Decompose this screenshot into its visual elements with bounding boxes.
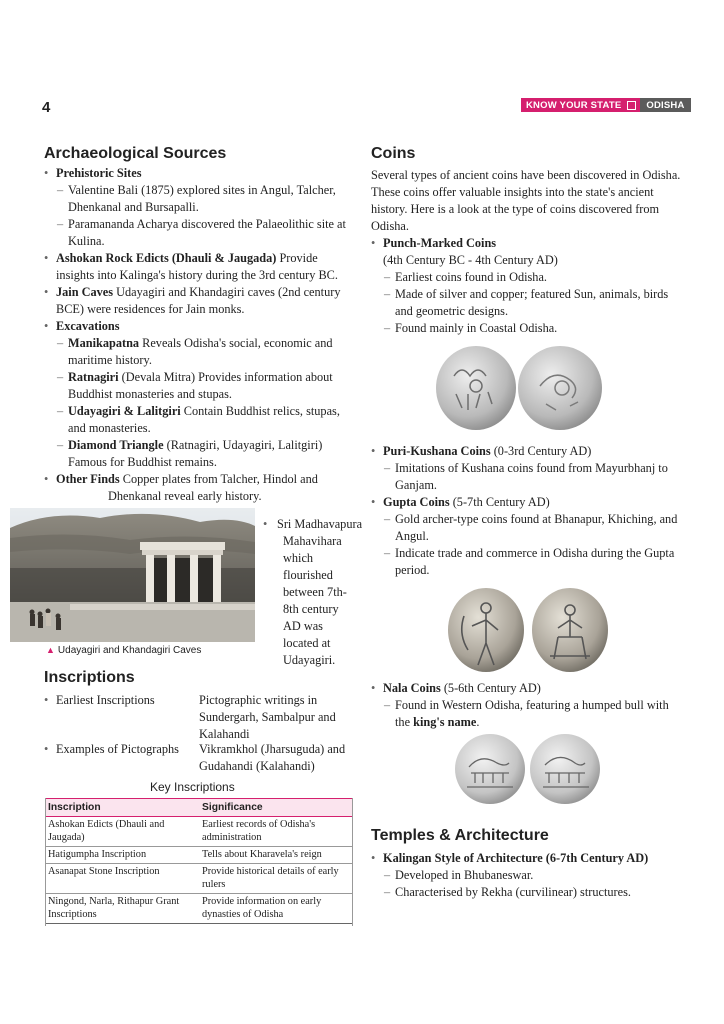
inscriptions-heading: Inscriptions	[44, 669, 135, 686]
key-inscriptions-table	[45, 798, 353, 924]
nala-coins-image	[453, 731, 603, 812]
list-item: • Gupta Coins (5-7th Century AD)	[371, 494, 681, 511]
coins-section-3	[371, 680, 681, 731]
list-item: • Jain Caves Udayagiri and Khandagiri caves (2nd century BCE) were residences for Jain monks.	[44, 284, 356, 318]
table-row: Ningond, Narla, Rithapur Grant Inscriptions Provide information on early dynasties of Odisha	[45, 894, 353, 924]
list-item: – Imitations of Kushana coins found from Mayurbhanj to Ganjam.	[371, 460, 681, 494]
list-item: • Ashokan Rock Edicts (Dhauli & Jaugada) Provide insights into Kalinga's history during the 3rd century BC.	[44, 250, 356, 284]
table-header-row	[45, 799, 353, 817]
inscription-text-2: Vikramkhol (Jharsuguda) and Gudahandi (Kalahandi)	[199, 742, 346, 773]
list-item: – Gold archer-type coins found at Bhanapur, Khiching, and Angul.	[371, 511, 681, 545]
table-row: Asanapat Stone Inscription Provide historical details of early rulers	[45, 864, 353, 894]
coins-section-2	[371, 443, 681, 579]
list-item: • Nala Coins (5-6th Century AD)	[371, 680, 681, 697]
list-item: • Punch-Marked Coins	[371, 235, 681, 252]
gupta-coins-image	[446, 586, 612, 679]
list-item: – Indicate trade and commerce in Odisha during the Gupta period.	[371, 545, 681, 579]
column-header: Significance	[199, 799, 353, 817]
coins-intro: Several types of ancient coins have been discovered in Odisha. These coins offer valuable insights into the state's ancient history. Here is a look at the type of coins discovered from Odisha.	[371, 168, 681, 233]
list-item: – Developed in Bhubaneswar.	[371, 867, 683, 884]
list-item: – Made of silver and copper; featured Sun, animals, birds and geometric designs.	[371, 286, 681, 320]
page-number: 4	[42, 99, 51, 116]
key-inscriptions-title: Key Inscriptions	[150, 780, 235, 794]
badge-left-label: KNOW YOUR STATE	[526, 99, 622, 111]
caves-photo	[10, 508, 255, 642]
header-badge	[521, 98, 691, 112]
badge-separator-icon	[627, 101, 636, 110]
list-item: – Found in Western Odisha, featuring a humped bull with the king's name.	[371, 697, 681, 731]
list-item: – Valentine Bali (1875) explored sites in Angul, Talcher, Dhenkanal and Bursapalli.	[44, 182, 356, 216]
archaeological-list	[44, 165, 356, 505]
archaeological-sources-heading: Archaeological Sources	[44, 145, 227, 162]
punch-period: (4th Century BC - 4th Century AD)	[383, 253, 558, 267]
sri-madhavapura-note: • Sri Madhavapura Mahavihara which flourished between 7th- 8th century AD was located at Udayagiri.	[263, 516, 363, 669]
temples-heading: Temples & Architecture	[371, 827, 549, 844]
inscription-text-1: Pictographic writings in Sundergarh, Sambalpur and Kalahandi	[199, 693, 336, 741]
table-row: Ashokan Edicts (Dhauli and Jaugada) Earliest records of Odisha's administration	[45, 817, 353, 847]
list-item: – Ratnagiri (Devala Mitra) Provides information about Buddhist monasteries and stupas.	[44, 369, 356, 403]
column-header: Inscription	[45, 799, 199, 817]
list-item: – Earliest coins found in Odisha.	[371, 269, 681, 286]
badge-right-label: ODISHA	[646, 99, 685, 111]
list-item: • Prehistoric Sites	[44, 165, 356, 182]
coins-heading: Coins	[371, 145, 416, 162]
inscription-label-2: • Examples of Pictographs	[44, 741, 194, 758]
list-item: – Characterised by Rekha (curvilinear) structures.	[371, 884, 683, 901]
list-item: • Excavations	[44, 318, 356, 335]
list-item: – Manikapatna Reveals Odisha's social, economic and maritime history.	[44, 335, 356, 369]
list-item: • Other Finds Copper plates from Talcher, Hindol and	[44, 471, 356, 488]
list-item: – Found mainly in Coastal Odisha.	[371, 320, 681, 337]
list-item-continued: Dhenkanal reveal early history.	[108, 489, 262, 503]
list-item: – Paramananda Acharya discovered the Palaeolithic site at Kulina.	[44, 216, 356, 250]
photo-caption: ▲ Udayagiri and Khandagiri Caves	[46, 645, 202, 656]
list-item: – Diamond Triangle (Ratnagiri, Udayagiri, Lalitgiri) Famous for Buddhist remains.	[44, 437, 356, 471]
temples-section	[371, 850, 683, 901]
inscription-label-1: • Earliest Inscriptions	[44, 692, 194, 709]
punch-marked-coins-image	[432, 342, 612, 439]
list-item: • Kalingan Style of Architecture (6-7th Century AD)	[371, 850, 683, 867]
coins-section	[371, 167, 681, 337]
triangle-icon: ▲	[46, 645, 55, 655]
table-row: Hatigumpha Inscription Tells about Kharavela's reign	[45, 847, 353, 864]
list-item: – Udayagiri & Lalitgiri Contain Buddhist relics, stupas, and monasteries.	[44, 403, 356, 437]
list-item: • Puri-Kushana Coins (0-3rd Century AD)	[371, 443, 681, 460]
